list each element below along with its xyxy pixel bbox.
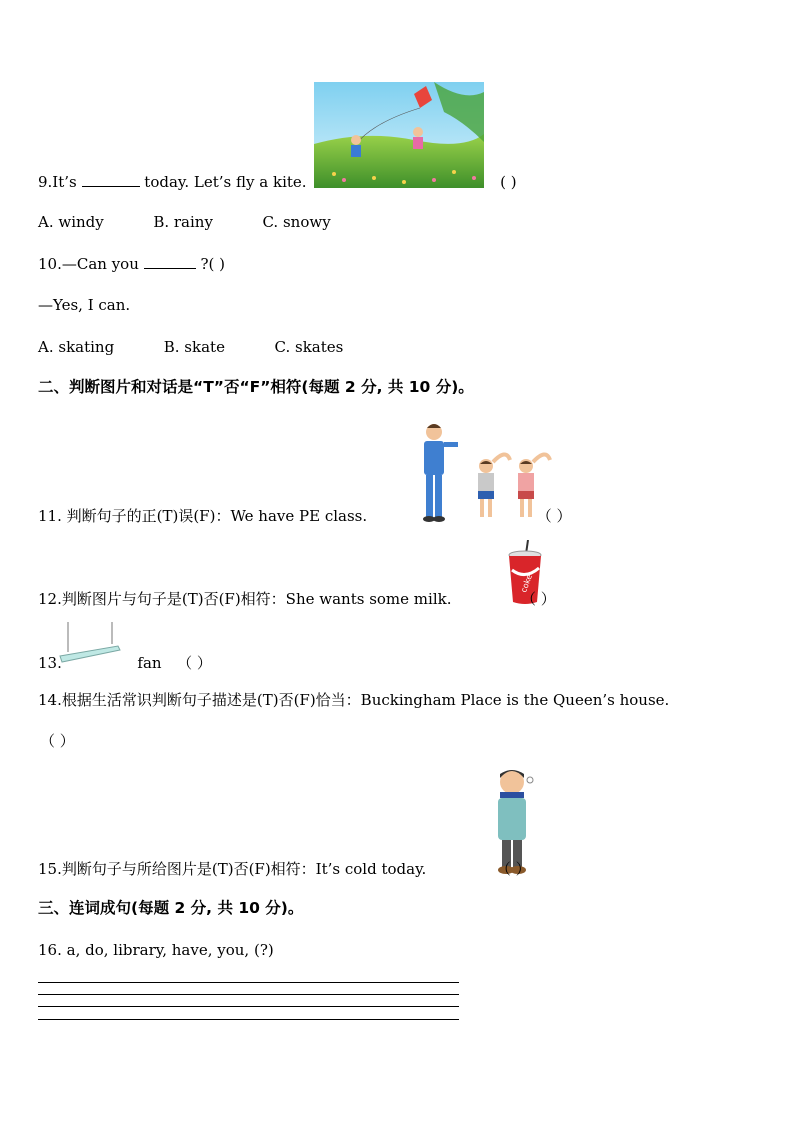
question-10 xyxy=(38,254,225,274)
q9-suffix: today. Let’s fly a kite. xyxy=(144,173,307,191)
q15-answer-paren: （ ） xyxy=(495,860,531,878)
section-3-heading: 三、连词成句(每题 2 分, 共 10 分)。 xyxy=(38,899,304,917)
answer-line-2 xyxy=(38,994,459,995)
question-15 xyxy=(38,859,531,879)
answer-line-4 xyxy=(38,1019,459,1020)
question-12 xyxy=(38,589,556,609)
q9-option-b: B. rainy xyxy=(153,213,213,231)
q9-options xyxy=(38,212,331,232)
q10-options xyxy=(38,337,343,357)
q13-word: fan xyxy=(137,654,162,672)
q9-blank xyxy=(82,172,140,187)
q9-option-c: C. snowy xyxy=(262,213,331,231)
q13-number: 13. xyxy=(38,654,62,672)
question-13 xyxy=(38,653,212,673)
answer-line-1 xyxy=(38,982,459,983)
q10-suffix: ?( ) xyxy=(200,255,225,273)
question-11 xyxy=(38,506,571,526)
q12-answer-paren: （ ） xyxy=(521,590,556,608)
q10-option-b: B. skate xyxy=(163,338,225,356)
q9-answer-paren: ( ) xyxy=(500,173,517,191)
q15-text: 15.判断句子与所给图片是(T)否(F)相符：It’s cold today. xyxy=(38,860,427,878)
q10-prefix: 10.—Can you xyxy=(38,255,139,273)
q10-answer: —Yes, I can. xyxy=(38,296,131,314)
q10-option-c: C. skates xyxy=(274,338,344,356)
q9-prefix: 9.It’s xyxy=(38,173,77,191)
answer-line-3 xyxy=(38,1006,459,1007)
q14-answer-paren: （ ） xyxy=(40,732,75,750)
q13-answer-paren: （ ） xyxy=(177,654,212,672)
q9-option-a: A. windy xyxy=(38,213,104,231)
question-14: 14.根据生活常识判断句子描述是(T)否(F)恰当：Buckingham Place is the Queen’s house. xyxy=(38,691,670,709)
question-9 xyxy=(38,172,517,192)
question-16: 16. a, do, library, have, you, (?) xyxy=(38,941,274,959)
q10-blank xyxy=(144,254,196,269)
q11-answer-paren: （ ） xyxy=(536,507,572,525)
svg-text:coke: coke xyxy=(519,573,534,594)
section-2-heading: 二、判断图片和对话是“T”否“F”相符(每题 2 分, 共 10 分)。 xyxy=(38,378,474,396)
q10-option-a: A. skating xyxy=(38,338,115,356)
q12-text: 12.判断图片与句子是(T)否(F)相符：She wants some milk. xyxy=(38,590,452,608)
q11-text: 11. 判断句子的正(T)误(F)：We have PE class. xyxy=(38,507,368,525)
